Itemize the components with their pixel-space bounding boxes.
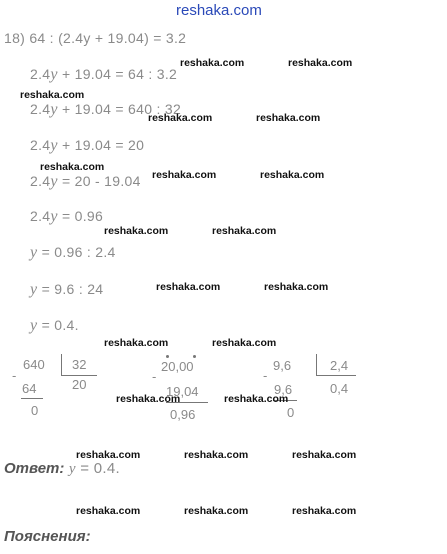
watermark: reshaka.com [264,281,329,293]
watermark: reshaka.com [212,225,277,237]
watermark: reshaka.com [116,393,181,405]
minus-sign: - [263,368,268,383]
watermark: reshaka.com [104,337,169,349]
answer-line [4,460,120,478]
subtrahend: 19,04 [166,384,199,399]
subtraction-line [21,398,43,399]
watermark: reshaka.com [104,225,169,237]
step-8: y = 0.4. [30,317,79,334]
watermark: reshaka.com [292,449,357,461]
watermark: reshaka.com [40,161,105,173]
remainder: 0 [31,403,39,418]
division-bracket-horizontal [316,375,356,376]
minuend: 20,00 [161,359,194,374]
step-5: 2.4y = 0.96 [30,208,104,225]
watermark: reshaka.com [76,449,141,461]
watermark: reshaka.com [76,505,141,517]
watermark: reshaka.com [148,112,213,124]
partial-product: 9,6 [274,382,293,397]
step-2: 2.4y + 19.04 = 640 : 32 [30,101,182,118]
borrow-dot [193,355,196,358]
answer-value: = 0.4. [75,460,121,477]
borrow-dot [166,355,169,358]
site-header[interactable]: reshaka.com [176,2,262,19]
step-4: 2.4y = 20 - 19.04 [30,173,141,190]
watermark: reshaka.com [156,281,221,293]
watermark: reshaka.com [224,393,289,405]
quotient: 20 [72,377,87,392]
explanation-heading: Пояснения: [4,528,91,545]
partial-product: 64 [22,381,37,396]
step-7: y = 9.6 : 24 [30,281,104,298]
watermark: reshaka.com [184,505,249,517]
step-1: 2.4y + 19.04 = 64 : 3.2 [30,66,178,83]
problem-statement: 18) 64 : (2.4y + 19.04) = 3.2 [4,30,187,46]
watermark: reshaka.com [288,57,353,69]
watermark: reshaka.com [256,112,321,124]
divisor: 32 [72,357,87,372]
divisor: 2,4 [330,358,349,373]
watermark: reshaka.com [212,337,277,349]
watermark: reshaka.com [184,449,249,461]
answer-label: Ответ: [4,460,65,477]
minus-sign: - [12,368,17,383]
dividend: 640 [23,357,45,372]
watermark: reshaka.com [292,505,357,517]
division-bracket-horizontal [61,375,97,376]
quotient: 0,4 [330,381,349,396]
division-bracket-vertical [61,354,62,376]
watermark: reshaka.com [152,169,217,181]
remainder: 0 [287,405,295,420]
minus-sign: - [152,369,157,384]
watermark: reshaka.com [260,169,325,181]
watermark: reshaka.com [20,89,85,101]
answer-variable: y [68,461,76,477]
difference: 0,96 [170,407,196,422]
watermark: reshaka.com [180,57,245,69]
division-bracket-vertical [316,354,317,376]
step-6: y = 0.96 : 2.4 [30,244,116,261]
step-3: 2.4y + 19.04 = 20 [30,137,145,154]
dividend: 9,6 [273,358,292,373]
